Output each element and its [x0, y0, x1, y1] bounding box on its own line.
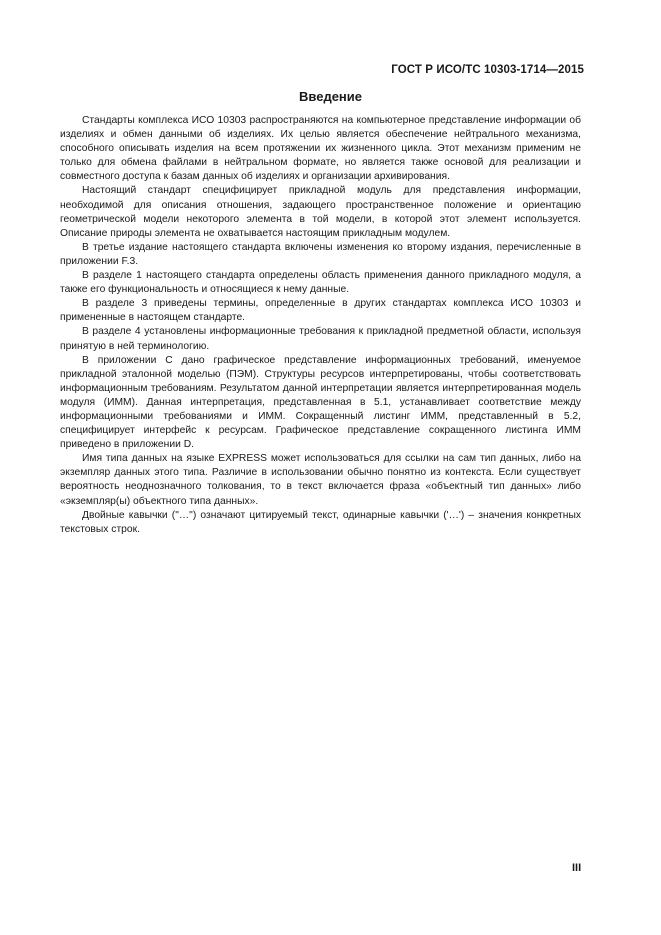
paragraph-3: В третье издание настоящего стандарта включены изменения ко второму издания, перечисленные в приложении F.3. — [60, 241, 581, 267]
paragraph-1: Стандарты комплекса ИСО 10303 распространяются на компьютерное представление информации об изделиях и обмен данными об изделиях. Их целью является обеспечение нейтрального механизма, способного описывать изделия на всем протяжении их жизненного цикла. Этот механизм применим не только для обмена файлами в нейтральном формате, но является также основой для реализации и совместного доступа к базам данных об изделиях и организации архивирования. — [60, 115, 581, 183]
introduction-body — [60, 114, 581, 537]
paragraph-9: Двойные кавычки ("…") означают цитируемый текст, одинарные кавычки ('…') – значения конкретных текстовых строк. — [60, 509, 581, 535]
paragraph-8: Имя типа данных на языке EXPRESS может использоваться для ссылки на сам тип данных, либо на экземпляр данных этого типа. Различие в использовании обычно понятно из контекста. Если существует вероятность неоднозначного толкования, то в текст включается фраза «объектный тип данных» либо «экземпляр(ы) объектного типа данных». — [60, 453, 581, 507]
page-number: III — [572, 862, 582, 874]
paragraph-2: Настоящий стандарт специфицирует прикладной модуль для представления информации, необходимой для описания отношения, задающего пространственное положение и ориентацию геометрической модели некоторого элемента в той модели, в которой этот элемент используется. Описание природы элемента не охватывается настоящим прикладным модулем. — [60, 185, 581, 239]
paragraph-7: В приложении С дано графическое представление информационных требований, именуемое прикладной эталонной моделью (ПЭМ). Структуры ресурсов интерпретированы, чтобы соответствовать информационным требованиям. Результатом данной интерпретации является интерпретированная модель модуля (ИММ). Данная интерпретация, представленная в 5.1, устанавливает соответствие между информационными требованиями и ИММ. Сокращенный листинг ИММ, представленный в 5.2, специфицирует интерфейс к ресурсам. Графическое представление сокращенного листинга ИММ приведено в приложении D. — [60, 354, 581, 451]
paragraph-5: В разделе 3 приведены термины, определенные в других стандартах комплекса ИСО 10303 и примененные в настоящем стандарте. — [60, 298, 581, 324]
section-title: Введение — [299, 89, 362, 104]
paragraph-6: В разделе 4 установлены информационные требования к прикладной предметной области, используя принятую в ней терминологию. — [60, 326, 581, 352]
paragraph-4: В разделе 1 настоящего стандарта определены область применения данного прикладного модуля, а также его функциональность и относящиеся к нему данные. — [60, 270, 581, 296]
document-standard-id: ГОСТ Р ИСО/ТС 10303-1714—2015 — [391, 64, 584, 76]
